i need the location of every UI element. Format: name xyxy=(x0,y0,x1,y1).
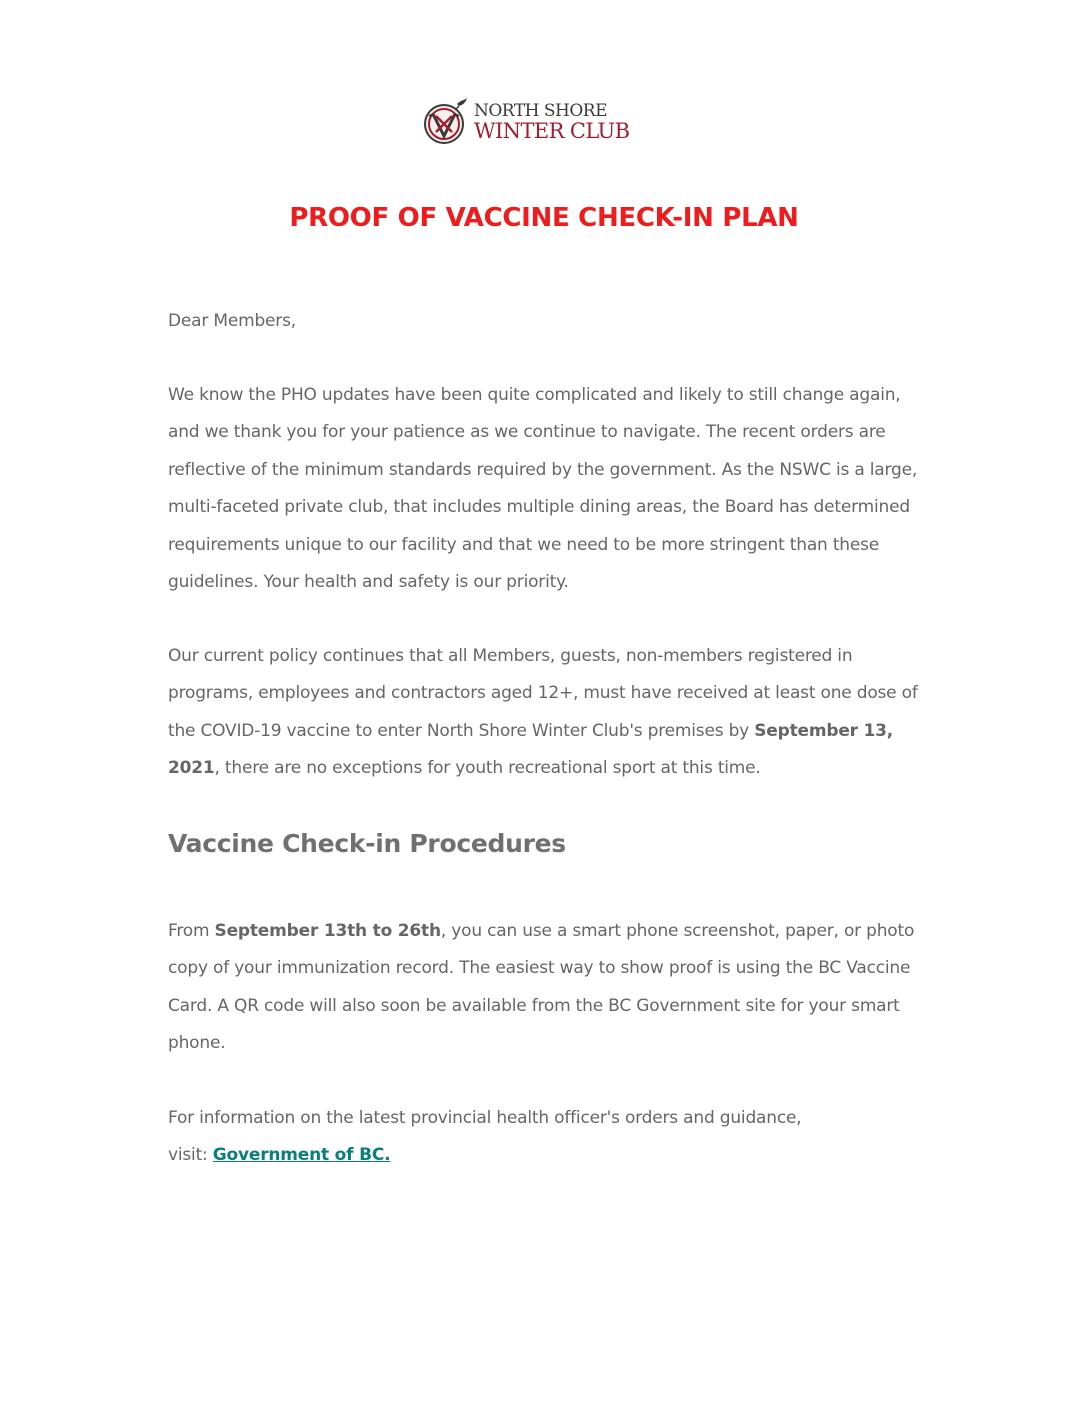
paragraph-line xyxy=(168,750,928,787)
date-range: September 13th to 26th xyxy=(214,921,441,941)
paragraph-line: programs, employees and contractors aged 12+, must have received at least one dose of xyxy=(168,683,918,704)
paragraph-line: phone. xyxy=(168,1033,226,1054)
procedure-text: From xyxy=(168,921,215,941)
policy-paragraph xyxy=(168,638,928,788)
intro-paragraph xyxy=(168,377,928,601)
paragraph-line xyxy=(168,1137,928,1174)
document-title: PROOF OF VACCINE CHECK-IN PLAN xyxy=(289,203,799,233)
section-heading: Vaccine Check-in Procedures xyxy=(168,829,566,858)
greeting xyxy=(168,303,928,340)
paragraph-line: We know the PHO updates have been quite complicated and likely to still change again, xyxy=(168,385,901,405)
info-paragraph xyxy=(168,1100,928,1175)
visit-label: visit: xyxy=(168,1145,213,1166)
paragraph-line: and we thank you for your patience as we continue to navigate. The recent orders are xyxy=(168,422,886,443)
paragraph-line: Our current policy continues that all Members, guests, non-members registered in xyxy=(168,646,853,666)
procedure-text: , you can use a smart phone screenshot, paper, or photo xyxy=(440,921,915,941)
logo-text-winter-club: WINTER CLUB xyxy=(474,119,630,143)
government-of-bc-link[interactable] xyxy=(213,1145,391,1165)
paragraph-line: reflective of the minimum standards required by the government. As the NSWC is a large, xyxy=(168,459,918,480)
paragraph-line: copy of your immunization record. The easiest way to show proof is using the BC Vaccine xyxy=(168,958,911,979)
policy-text: the COVID-19 vaccine to enter North Shore Winter Club's premises by xyxy=(168,720,755,741)
paragraph-line: guidelines. Your health and safety is our priority. xyxy=(168,572,569,593)
paragraph-line: multi-faceted private club, that includes multiple dining areas, the Board has determined xyxy=(168,497,910,518)
paragraph-line: requirements unique to our facility and that we need to be more stringent than these xyxy=(168,534,880,555)
greeting-text: Dear Members, xyxy=(168,311,296,331)
deadline-date: September 13, xyxy=(754,720,894,741)
paragraph-line: Card. A QR code will also soon be available from the BC Government site for your smart xyxy=(168,995,900,1016)
paragraph-line xyxy=(168,713,928,750)
policy-text: , there are no exceptions for youth recreational sport at this time. xyxy=(214,758,761,779)
club-logo xyxy=(421,94,671,150)
link-text: Government of BC xyxy=(212,1145,385,1166)
link-suffix: . xyxy=(384,1145,391,1166)
deadline-year: 2021 xyxy=(168,758,215,779)
club-crest-icon xyxy=(421,94,477,150)
procedures-paragraph xyxy=(168,913,928,1063)
paragraph-line: For information on the latest provincial health officer's orders and guidance, xyxy=(168,1108,802,1128)
paragraph-line xyxy=(168,913,928,950)
logo-text-north-shore: NORTH SHORE xyxy=(474,101,607,121)
